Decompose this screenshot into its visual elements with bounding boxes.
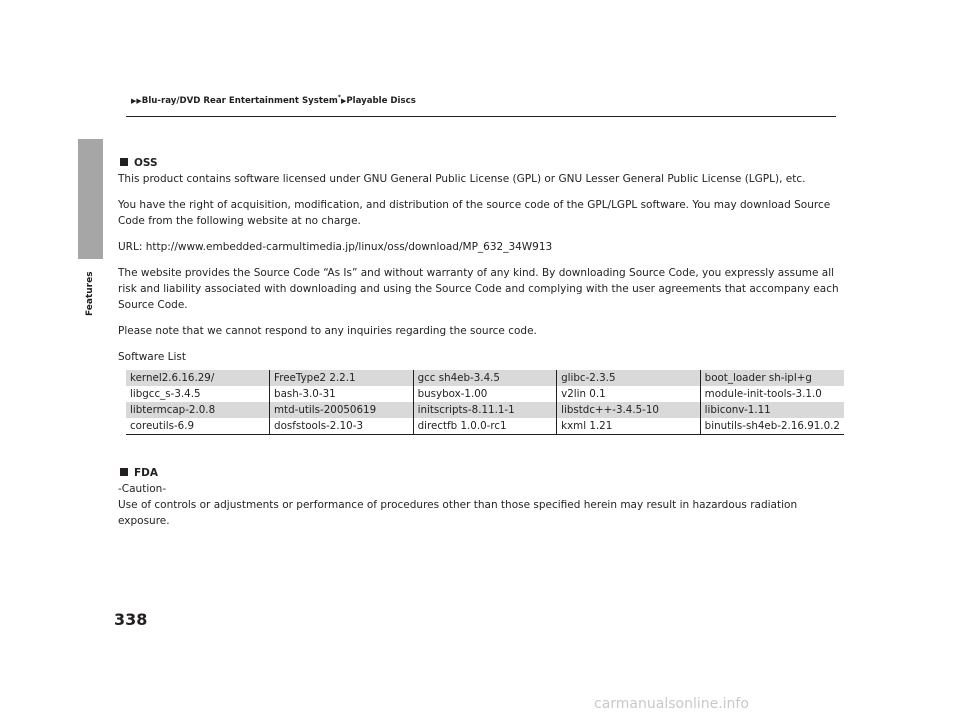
section-tab	[78, 139, 103, 259]
breadcrumb-item-rear-entertainment[interactable]: Blu-ray/DVD Rear Entertainment System	[141, 95, 338, 106]
table-cell: libiconv-1.11	[700, 402, 844, 418]
table-cell: initscripts-8.11.1-1	[413, 402, 557, 418]
breadcrumb-arrow-icon: ▶▶	[131, 96, 142, 105]
table-row	[126, 418, 844, 435]
table-cell: libstdc++-3.4.5-10	[557, 402, 701, 418]
oss-heading	[118, 155, 844, 171]
table-row	[126, 370, 844, 386]
table-row	[126, 402, 844, 418]
breadcrumb-item-playable-discs[interactable]: Playable Discs	[346, 95, 416, 106]
breadcrumb-footnote-mark: *	[337, 94, 341, 101]
table-cell: coreutils-6.9	[126, 418, 270, 435]
table-cell: mtd-utils-20050619	[270, 402, 414, 418]
page-content	[118, 155, 844, 529]
table-cell: bash-3.0-31	[270, 386, 414, 402]
table-cell: FreeType2 2.2.1	[270, 370, 414, 386]
breadcrumb	[131, 94, 416, 106]
header-divider	[126, 116, 836, 117]
table-cell: binutils-sh4eb-2.16.91.0.2	[700, 418, 844, 435]
oss-heading-text: OSS	[134, 157, 158, 169]
table-cell: libgcc_s-3.4.5	[126, 386, 270, 402]
fda-caution-text: Use of controls or adjustments or performance of procedures other than those specified herein may result in hazardous radiation exposure.	[118, 499, 798, 527]
software-list-label: Software List	[118, 351, 186, 363]
oss-source-url: URL: http://www.embedded-carmultimedia.jp/linux/oss/download/MP_632_34W913	[118, 241, 553, 253]
watermark: carmanualsonline.info	[594, 696, 749, 712]
table-cell: directfb 1.0.0-rc1	[413, 418, 557, 435]
section-label-text: Features	[85, 271, 95, 316]
software-list-table	[126, 370, 844, 435]
oss-paragraph-license: This product contains software licensed under GNU General Public License (GPL) or GNU Lesser General Public License (LGPL), etc.	[118, 173, 806, 185]
table-cell: boot_loader sh-ipl+g	[700, 370, 844, 386]
table-cell: libtermcap-2.0.8	[126, 402, 270, 418]
fda-heading	[118, 465, 844, 481]
table-cell: kxml 1.21	[557, 418, 701, 435]
oss-paragraph-rights: You have the right of acquisition, modification, and distribution of the source code of the GPL/LGPL software. You may download Source Code from the following website at no charge.	[118, 199, 831, 227]
fda-caution-label: -Caution-	[118, 483, 167, 495]
square-bullet-icon	[120, 158, 128, 166]
square-bullet-icon	[120, 468, 128, 476]
table-cell: kernel2.6.16.29/	[126, 370, 270, 386]
table-row	[126, 386, 844, 402]
breadcrumb-arrow-icon: ▶	[340, 96, 347, 105]
oss-paragraph-inquiries: Please note that we cannot respond to any inquiries regarding the source code.	[118, 325, 537, 337]
table-cell: module-init-tools-3.1.0	[704, 388, 822, 400]
oss-paragraph-warranty: The website provides the Source Code “As Is” and without warranty of any kind. By downloading Source Code, you expressly assume all risk and liability associated with downloading and using the Source Code and complying with the user agreements that accompany each Source Code.	[118, 267, 839, 311]
table-cell: glibc-2.3.5	[557, 370, 701, 386]
table-cell: gcc sh4eb-3.4.5	[413, 370, 557, 386]
table-cell: dosfstools-2.10-3	[270, 418, 414, 435]
fda-heading-text: FDA	[134, 467, 159, 479]
page-number: 338	[114, 610, 148, 629]
section-label	[84, 258, 98, 320]
table-cell: busybox-1.00	[413, 386, 557, 402]
table-cell: v2lin 0.1	[557, 386, 701, 402]
